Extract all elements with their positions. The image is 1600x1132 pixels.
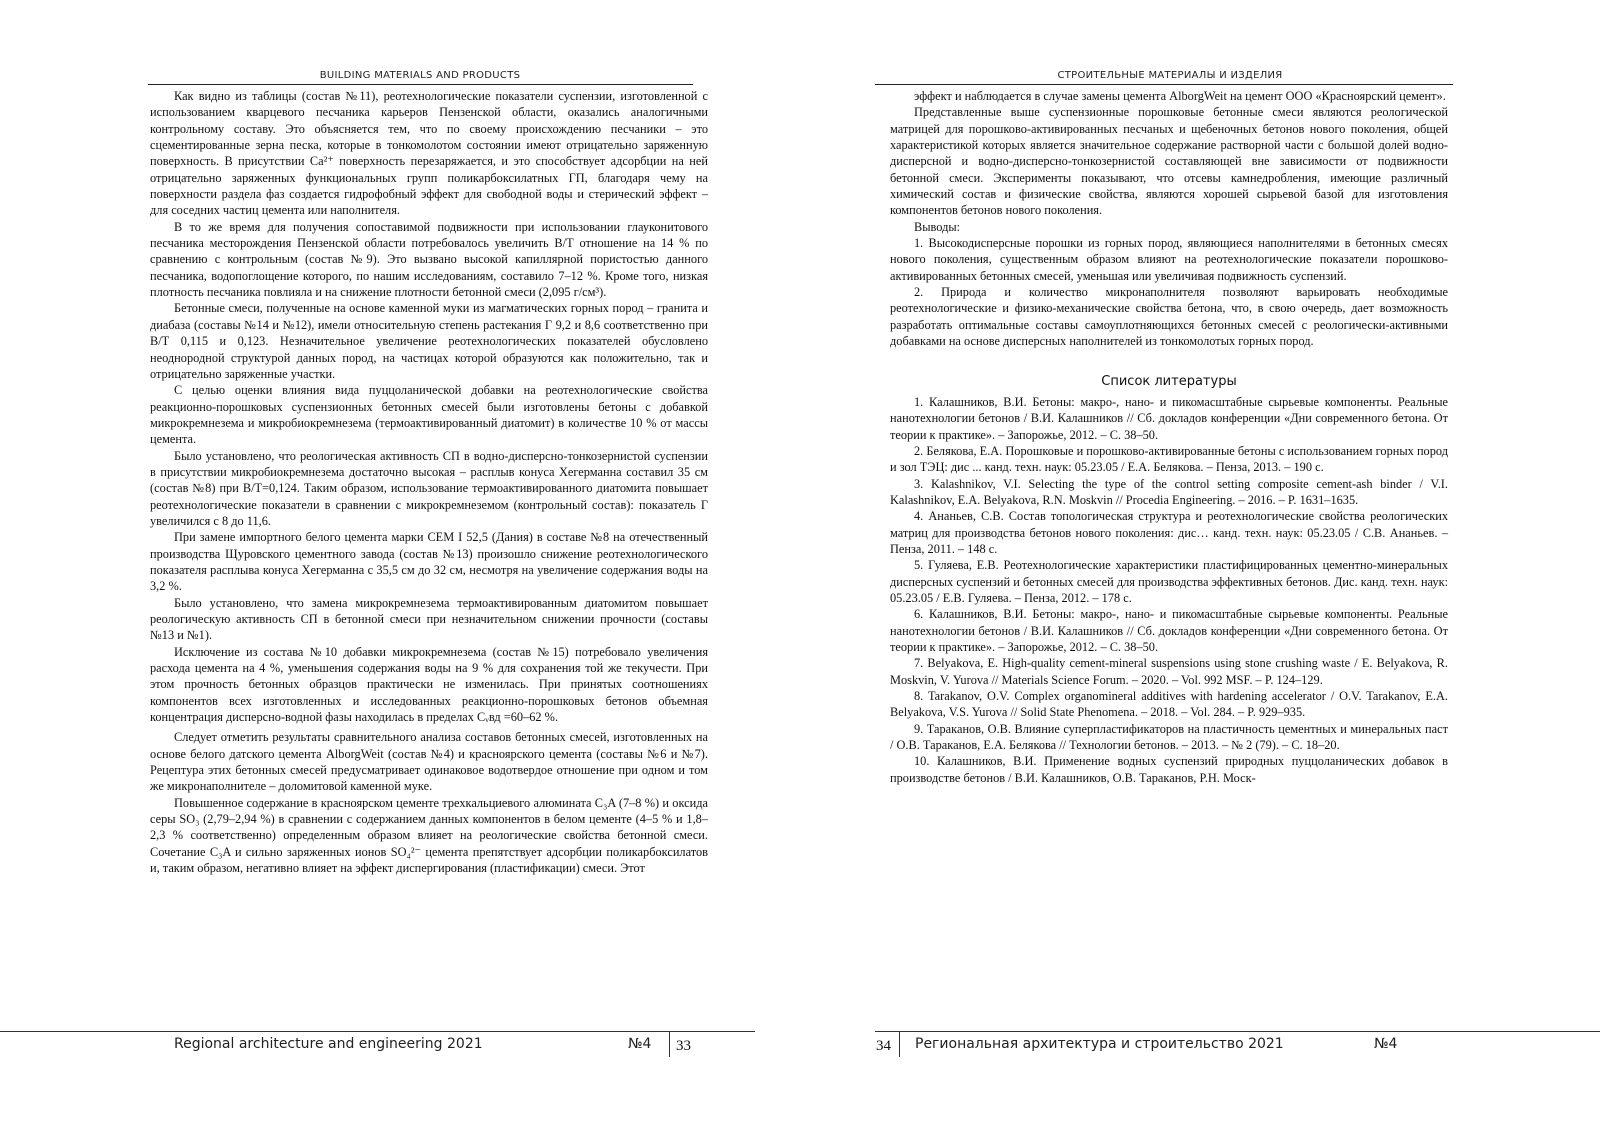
right-page <box>800 0 1600 1132</box>
page-number: 33 <box>669 1031 691 1057</box>
header-rule <box>148 84 693 85</box>
paragraph: Представленные выше суспензионные порошковые бетонные смеси являются реологической матрицей для порошково-активированных песчаных и щебеночных бетонов нового поколения, общей характеристикой которых является значительное содержание растворной части с большой долей водно-дисперсной и водно-дисперсно-тонкозернистой составляющей вне зависимости от подвижности бетонной смеси. Эксперименты показывают, что отсевы камнедробления, имеющие различный химический состав и физические свойства, являются хорошей сырьевой базой для изготовления компонентов бетонов нового поколения. <box>890 105 1448 218</box>
references-heading: Список литературы <box>1101 373 1237 389</box>
reference-item: 2. Белякова, Е.А. Порошковые и порошково-активированные бетоны с использованием горных пород и зол ТЭЦ: дис ... канд. техн. наук: 05.23.05 / Е.А. Белякова. – Пенза, 2013. – 190 с. <box>890 443 1448 475</box>
page-number: 34 <box>870 1031 900 1057</box>
reference-item: 8. Tarakanov, O.V. Complex organomineral additives with hardening accelerator / O.V. Tarakanov, E.A. Belyakova, V.S. Yurova // Solid State Phenomena. – 2018. – Vol. 284. – P. 929–935. <box>890 689 1448 720</box>
reference-item: 7. Belyakova, E. High-quality cement-mineral suspensions using stone crushing waste / E. Belyakova, R. Moskvin, V. Yurova // Materials Science Forum. – 2020. – Vol. 992 MSF. – P. 124–129. <box>890 656 1448 687</box>
header-rule <box>875 84 1453 85</box>
paragraph: В то же время для получения сопоставимой подвижности при использовании глауконитового песчаника месторождения Пензенской области потребовалось увеличить В/Т отношение на 14 % по сравнению с контрольным (состав №9). Это вызвано высокой капиллярной пористостью данного песчаника, водопоглощение которого, по нашим исследованиям, составило 7–12 %. Кроме того, низкая плотность песчаника повлияла и на снижение плотности бетонной смеси (2,095 г/см³). <box>150 219 708 300</box>
paragraph: Как видно из таблицы (состав №11), реотехнологические показатели суспензии, изготовленной с использованием кварцевого песчаника карьеров Пензенской области, оказались аналогичными контрольному составу. Это объясняется тем, что по своему происхождению песчаники – это сцементированные зерна песка, которые в тонкомолотом состоянии имеют отрицательно заряженную поверхность. В присутствии Ca²⁺ поверхность перезаряжается, и это способствует адсорбции на ней отрицательно заряженных функциональных групп поликарбоксилатных ГП, благодаря чему на поверхности раздела фаз создается гидрофобный эффект для свободной воды и стерический эффект – для соседних частиц цемента или наполнителя. <box>150 89 708 218</box>
reference-item: 9. Тараканов, О.В. Влияние суперпластификаторов на пластичность цементных и минеральных паст / О.В. Тараканов, Е.А. Белякова // Технологии бетонов. – 2013. – № 2 (79). – С. 18–20. <box>890 721 1448 753</box>
text-column <box>150 88 708 877</box>
reference-item: 6. Калашников, В.И. Бетоны: макро-, нано- и пикомасштабные сырьевые компоненты. Реальные нанотехнологии бетонов / В.И. Калашников // Сб. докладов конференции «Дни современного бетона. От теории к практике». – Запорожье, 2012. – С. 38–50. <box>890 607 1448 654</box>
paragraph: Было установлено, что реологическая активность СП в водно-дисперсно-тонкозернистой суспензии в присутствии микробиокремнезема достаточно высокая – расплыв конуса Хегерманна составил 35 см (состав №8) при В/Т=0,124. Таким образом, использование термоактивированного диатомита повышает реотехнологические показатели в сравнении с микрокремнеземом (контрольный состав): показатель Г увеличился с 8 до 11,6. <box>150 448 708 528</box>
paragraph: эффект и наблюдается в случае замены цемента AlborgWeit на цемент ООО «Красноярский цемент». <box>914 89 1446 103</box>
paragraph: Выводы: <box>914 219 961 234</box>
paragraph: Следует отметить результаты сравнительного анализа составов бетонных смесей, изготовленных на основе белого датского цемента AlborgWeit (состав №4) и красноярского цемента (составы №6 и №7). Рецептура этих бетонных смесей предусматривает одинаковое водотвердое отношение при одном и том же микронаполнителе – доломитовой каменной муке. <box>150 730 708 794</box>
reference-item: 3. Kalashnikov, V.I. Selecting the type of the control setting composite cement-ash binder / V.I. Kalashnikov, E.A. Belyakova, R.N. Moskvin // Procedia Engineering. – 2016. – P. 1631–1635. <box>890 476 1448 507</box>
footer-journal-title: Regional architecture and engineering 2021 <box>174 1036 483 1052</box>
paragraph: Было установлено, что замена микрокремнезема термоактивированным диатомитом повышает реологическую активность СП в бетонной смеси при незначительном снижении прочности (составы №13 и №1). <box>150 595 708 643</box>
footer-issue-number: №4 <box>1374 1036 1398 1052</box>
footer-rule <box>0 1031 755 1032</box>
paragraph: Исключение из состава №10 добавки микрокремнезема (состав №15) потребовало увеличения расхода цемента на 4 %, уменьшения содержания воды на 9 % для сохранения той же текучести. При этом прочность бетонных образцов практически не изменилась. При принятых соотношениях компонентов всех изготовленных и исследованных реакционно-порошковых бетонов объемная концентрация дисперсно-водной фазы находилась в пределах Cᵥвд =60–62 %. <box>150 644 708 725</box>
running-head: СТРОИТЕЛЬНЫЕ МАТЕРИАЛЫ И ИЗДЕЛИЯ <box>1057 70 1283 81</box>
footer-journal-title: Региональная архитектура и строительство 2021 <box>915 1036 1284 1052</box>
text-column <box>890 88 1448 786</box>
paragraph: Повышенное содержание в красноярском цементе трехкальциевого алюмината C₃A (7–8 %) и оксида серы SO₃ (2,79–2,94 %) в сравнении с содержанием данных компонентов в белом цементе (4–5 % и 1,8–2,3 % соответственно) определенным образом влияет на реологические свойства бетонной смеси. Сочетание C₃A и сильно заряженных ионов SO₄²⁻ цемента препятствует адсорбции поликарбоксилатов и, таким образом, негативно влияет на эффект диспергирования (пластификации) смеси. Этот <box>150 795 708 876</box>
footer-issue-number: №4 <box>628 1036 652 1052</box>
reference-item: 10. Калашников, В.И. Применение водных суспензий природных пуццоланических добавок в производстве бетонов / В.И. Калашников, О.В. Тараканов, Р.Н. Моск- <box>890 754 1448 785</box>
paragraph: 2. Природа и количество микронаполнителя позволяют варьировать необходимые реотехнологические и физико-механические свойства бетона, что, в свою очередь, дает возможность разработать оптимальные составы самоуплотняющихся бетонных смесей с реологически-активными добавками на основе дисперсных наполнителей из тонкомолотых горных пород. <box>890 285 1448 349</box>
paragraph: 1. Высокодисперсные порошки из горных пород, являющиеся наполнителями в бетонных смесях нового поколения, существенным образом влияют на реотехнологические показатели порошково-активированных бетонных смесей, уменьшая или увеличивая подвижность суспензий. <box>890 236 1448 283</box>
paragraph: Бетонные смеси, полученные на основе каменной муки из магматических горных пород – гранита и диабаза (составы №14 и №12), имели относительную степень растекания Г 9,2 и 8,6 соответственно при В/Т 0,115 и 0,123. Незначительное увеличение реотехнологических показателей обусловлено неоднородной структурой данных пород, на частицах которой образуются как положительно, так и отрицательно заряженные участки. <box>150 301 708 381</box>
paragraph: С целью оценки влияния вида пуццоланической добавки на реотехнологические свойства реакционно-порошковых суспензионных бетонных смесей были изготовлены бетоны с добавкой микрокремнезема и микробиокремнезема (термоактивированный диатомит) в количестве 10 % от массы цемента. <box>150 383 708 447</box>
running-head: BUILDING MATERIALS AND PRODUCTS <box>319 70 521 81</box>
paragraph: При замене импортного белого цемента марки CEM I 52,5 (Дания) в составе №8 на отечественный производства Щуровского цементного завода (состав №13) произошло снижение реотехнологического показателя расплыва конуса Хегерманна с 35,5 см до 32 см, несмотря на увеличение содержания воды на 3,2 %. <box>150 530 708 594</box>
reference-item: 1. Калашников, В.И. Бетоны: макро-, нано- и пикомасштабные сырьевые компоненты. Реальные нанотехнологии бетонов / В.И. Калашников // Сб. докладов конференции «Дни современного бетона. От теории к практике». – Запорожье, 2012. – С. 38–50. <box>890 394 1448 442</box>
reference-item: 4. Ананьев, С.В. Состав топологическая структура и реотехнологические свойства реологических матриц для производства бетонов нового поколения: дис… канд. техн. наук: 05.23.05 / С.В. Ананьев. – Пенза, 2011. – 148 с. <box>890 509 1448 556</box>
reference-item: 5. Гуляева, Е.В. Реотехнологические характеристики пластифицированных цементно-минеральных дисперсных суспензий и бетонных смесей для производства эффективных бетонов. Дис. канд. техн. наук: 05.23.05 / Е.В. Гуляева. – Пенза, 2012. – 178 с. <box>890 558 1448 605</box>
footer-rule <box>875 1031 1600 1032</box>
